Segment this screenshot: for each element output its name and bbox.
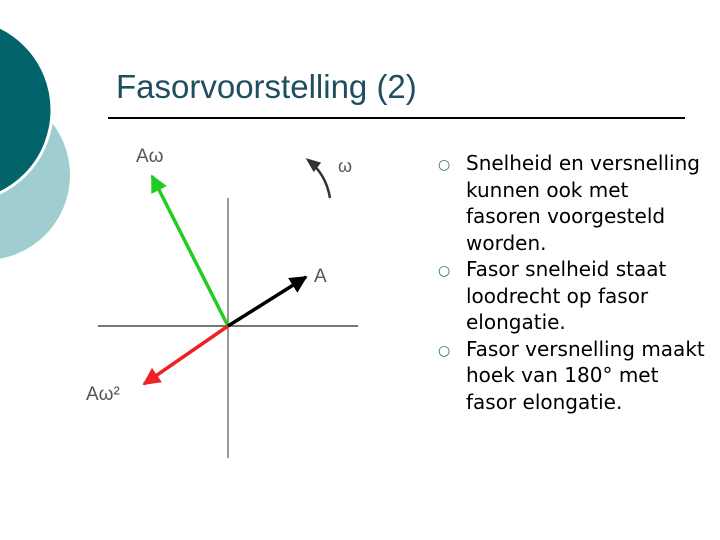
list-item [436,336,706,416]
bullet-text: Snelheid en versnelling kunnen ook met fasoren voorgesteld worden. [466,151,700,255]
velocity-phasor [152,176,228,326]
circle-bullet-icon: ○ [438,342,451,359]
title-divider [108,117,685,119]
acceleration-phasor [144,326,228,384]
label-omega: ω [338,156,353,176]
label-a-omega-squared: Aω² [86,384,120,405]
list-item [436,256,706,336]
bullet-text: Fasor versnelling maakt hoek van 180° met fasor elongatie. [466,336,705,414]
circle-bullet-icon: ○ [438,157,451,173]
displacement-phasor [228,277,306,326]
list-item [436,150,706,256]
phasor-diagram [80,140,380,474]
bullet-list [436,150,706,415]
rotation-arrow [308,160,330,198]
slide-title: Fasorvoorstelling (2) [116,68,417,105]
label-a-omega: Aω [136,146,164,167]
label-a: A [314,266,327,287]
bullet-text: Fasor snelheid staat loodrecht op fasor elongatie. [466,257,667,334]
circle-bullet-icon: ○ [438,263,451,279]
